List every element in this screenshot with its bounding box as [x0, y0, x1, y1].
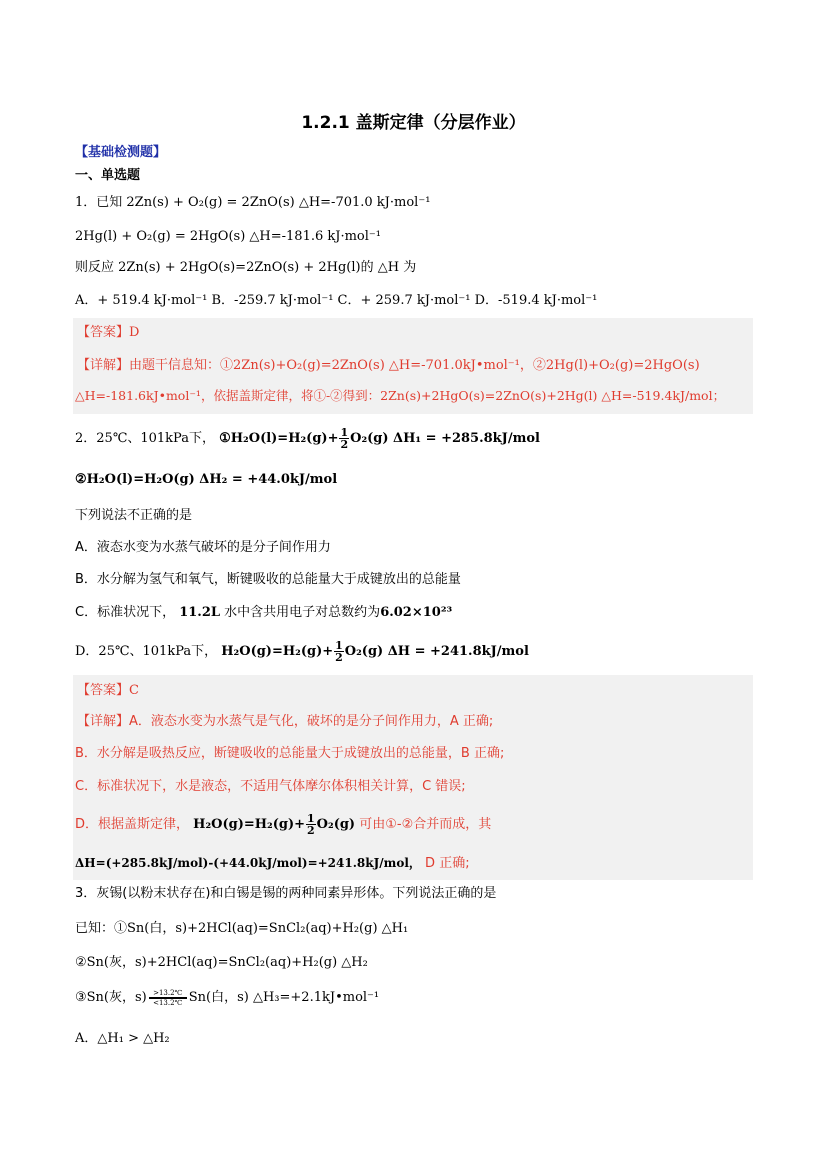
q1-line-3: 则反应 2Zn(s) + 2HgO(s)=2ZnO(s) + 2Hg(l)的 △H 为 — [75, 260, 417, 275]
q2-option-c-volume: 11.2L — [179, 605, 221, 620]
q3-line-1: 3．灰锡(以粉末状存在)和白锡是锡的两种同素异形体。下列说法正确的是 — [75, 886, 497, 901]
q2-detail-line-4 — [75, 811, 491, 839]
detail-label: 【详解】 — [77, 358, 130, 373]
q1-answer-value: D — [129, 325, 140, 340]
arrow-condition-top: >13.2℃ — [153, 988, 183, 997]
q2-option-d-eq: H₂O(g)=H₂(g)+ — [221, 644, 334, 659]
q2-detail-5-tail: D 正确; — [425, 856, 470, 871]
q1-detail-text-1: 由题干信息知：①2Zn(s)+O₂(g)=2ZnO(s) △H=-701.0kJ•mol⁻¹，②2Hg(l)+O₂(g)=2HgO(s) — [129, 358, 700, 373]
q3-option-a: A．△H₁ > △H₂ — [75, 1031, 170, 1046]
q2-option-d-fraction — [334, 640, 344, 663]
q2-detail-4-post: O₂(g) — [316, 817, 356, 832]
fraction-denominator: 2 — [340, 438, 349, 451]
page-title: 1.2.1 盖斯定律（分层作业） — [301, 113, 526, 133]
fraction-denominator: 2 — [307, 824, 315, 837]
arrow-condition-bottom: <13.2℃ — [153, 998, 183, 1007]
q1-line-2: 2Hg(l) + O₂(g) = 2HgO(s) △H=-181.6 kJ·mol⁻¹ — [75, 229, 381, 244]
q1-detail-line-2: △H=-181.6kJ•mol⁻¹，依据盖斯定律，将①-②得到：2Zn(s)+2HgO(s)=2ZnO(s)+2Hg(l) △H=-519.4kJ/mol； — [75, 388, 726, 403]
q2-stem: 下列说法不正确的是 — [75, 508, 193, 523]
q2-line-1-pre: 2．25℃、101kPa下， — [75, 431, 215, 446]
q3-line-2: 已知：①Sn(白，s)+2HCl(aq)=SnCl₂(aq)+H₂(g) △H₁ — [75, 921, 409, 936]
q1-line-1: 1．已知 2Zn(s) + O₂(g) = 2ZnO(s) △H=-701.0 kJ·mol⁻¹ — [75, 195, 431, 210]
q2-answer-box — [73, 675, 753, 880]
q2-option-d — [75, 638, 529, 666]
q2-detail-4-pre: D．根据盖斯定律， — [75, 817, 190, 832]
answer-label: 【答案】 — [77, 325, 130, 340]
q3-line-4-pre: ③Sn(灰，s) — [75, 990, 147, 1005]
q2-detail-4-tail: 可由①-②合并而成，其 — [359, 817, 492, 832]
q2-line-2: ②H₂O(l)=H₂O(g) ΔH₂ = +44.0kJ/mol — [75, 472, 338, 487]
q2-option-d-post: O₂(g) ΔH = +241.8kJ/mol — [344, 644, 529, 659]
q2-detail-line-2: B．水分解是吸热反应，断键吸收的总能量大于成键放出的总能量，B 正确; — [75, 746, 505, 761]
q2-answer-line — [77, 681, 139, 701]
q2-option-c — [75, 603, 452, 623]
q1-answer-line — [77, 323, 139, 343]
q2-option-b: B．水分解为氢气和氧气，断键吸收的总能量大于成键放出的总能量 — [75, 572, 461, 587]
q2-detail-4-eq: H₂O(g)=H₂(g)+ — [193, 817, 306, 832]
fraction-numerator: 1 — [335, 639, 343, 652]
q2-detail-line-5 — [75, 853, 470, 874]
answer-label: 【答案】 — [77, 683, 130, 698]
q2-detail-line-3: C．标准状况下，水是液态，不适用气体摩尔体积相关计算，C 错误; — [75, 779, 466, 794]
q2-detail-text-1: A．液态水变为水蒸气是气化，破坏的是分子间作用力，A 正确; — [129, 714, 494, 729]
q2-option-a: A．液态水变为水蒸气破坏的是分子间作用力 — [75, 540, 331, 555]
section-heading-basic: 【基础检测题】 — [75, 145, 167, 160]
q2-detail-line-1 — [77, 712, 493, 732]
q2-option-c-number: 6.02×10²³ — [380, 605, 453, 620]
q2-line-1-post: O₂(g) ΔH₁ = +285.8kJ/mol — [350, 431, 540, 446]
q1-detail-line-1 — [77, 356, 700, 376]
q3-line-4-post: Sn(白，s) △H₃=+2.1kJ•mol⁻¹ — [188, 990, 380, 1005]
q2-option-d-pre: D．25℃、101kPa下， — [75, 644, 218, 659]
q2-detail-5-formula: ΔH=(+285.8kJ/mol)-(+44.0kJ/mol)=+241.8kJ/mol， — [75, 856, 421, 870]
part-heading-single-choice: 一、单选题 — [75, 168, 141, 183]
q2-detail-4-fraction — [306, 813, 316, 836]
q2-fraction-half — [339, 427, 349, 450]
q2-answer-value: C — [129, 683, 139, 698]
fraction-denominator: 2 — [335, 651, 343, 664]
fraction-numerator: 1 — [340, 426, 349, 439]
q2-line-1-eq: ①H₂O(l)=H₂(g)+ — [219, 431, 339, 446]
q3-line-3: ②Sn(灰，s)+2HCl(aq)=SnCl₂(aq)+H₂(g) △H₂ — [75, 955, 368, 970]
q2-option-c-pre: C．标准状况下， — [75, 605, 176, 620]
fraction-numerator: 1 — [307, 812, 315, 825]
q1-options: A．+ 519.4 kJ·mol⁻¹ B．-259.7 kJ·mol⁻¹ C．+ 259.7 kJ·mol⁻¹ D．-519.4 kJ·mol⁻¹ — [75, 293, 598, 308]
q2-option-c-mid: 水中含共用电子对总数约为 — [224, 605, 381, 620]
q1-answer-box — [73, 318, 753, 414]
q2-line-1 — [75, 425, 540, 453]
q3-line-4 — [75, 985, 379, 1011]
reversible-arrow-icon — [149, 989, 187, 1007]
detail-label: 【详解】 — [77, 714, 130, 729]
